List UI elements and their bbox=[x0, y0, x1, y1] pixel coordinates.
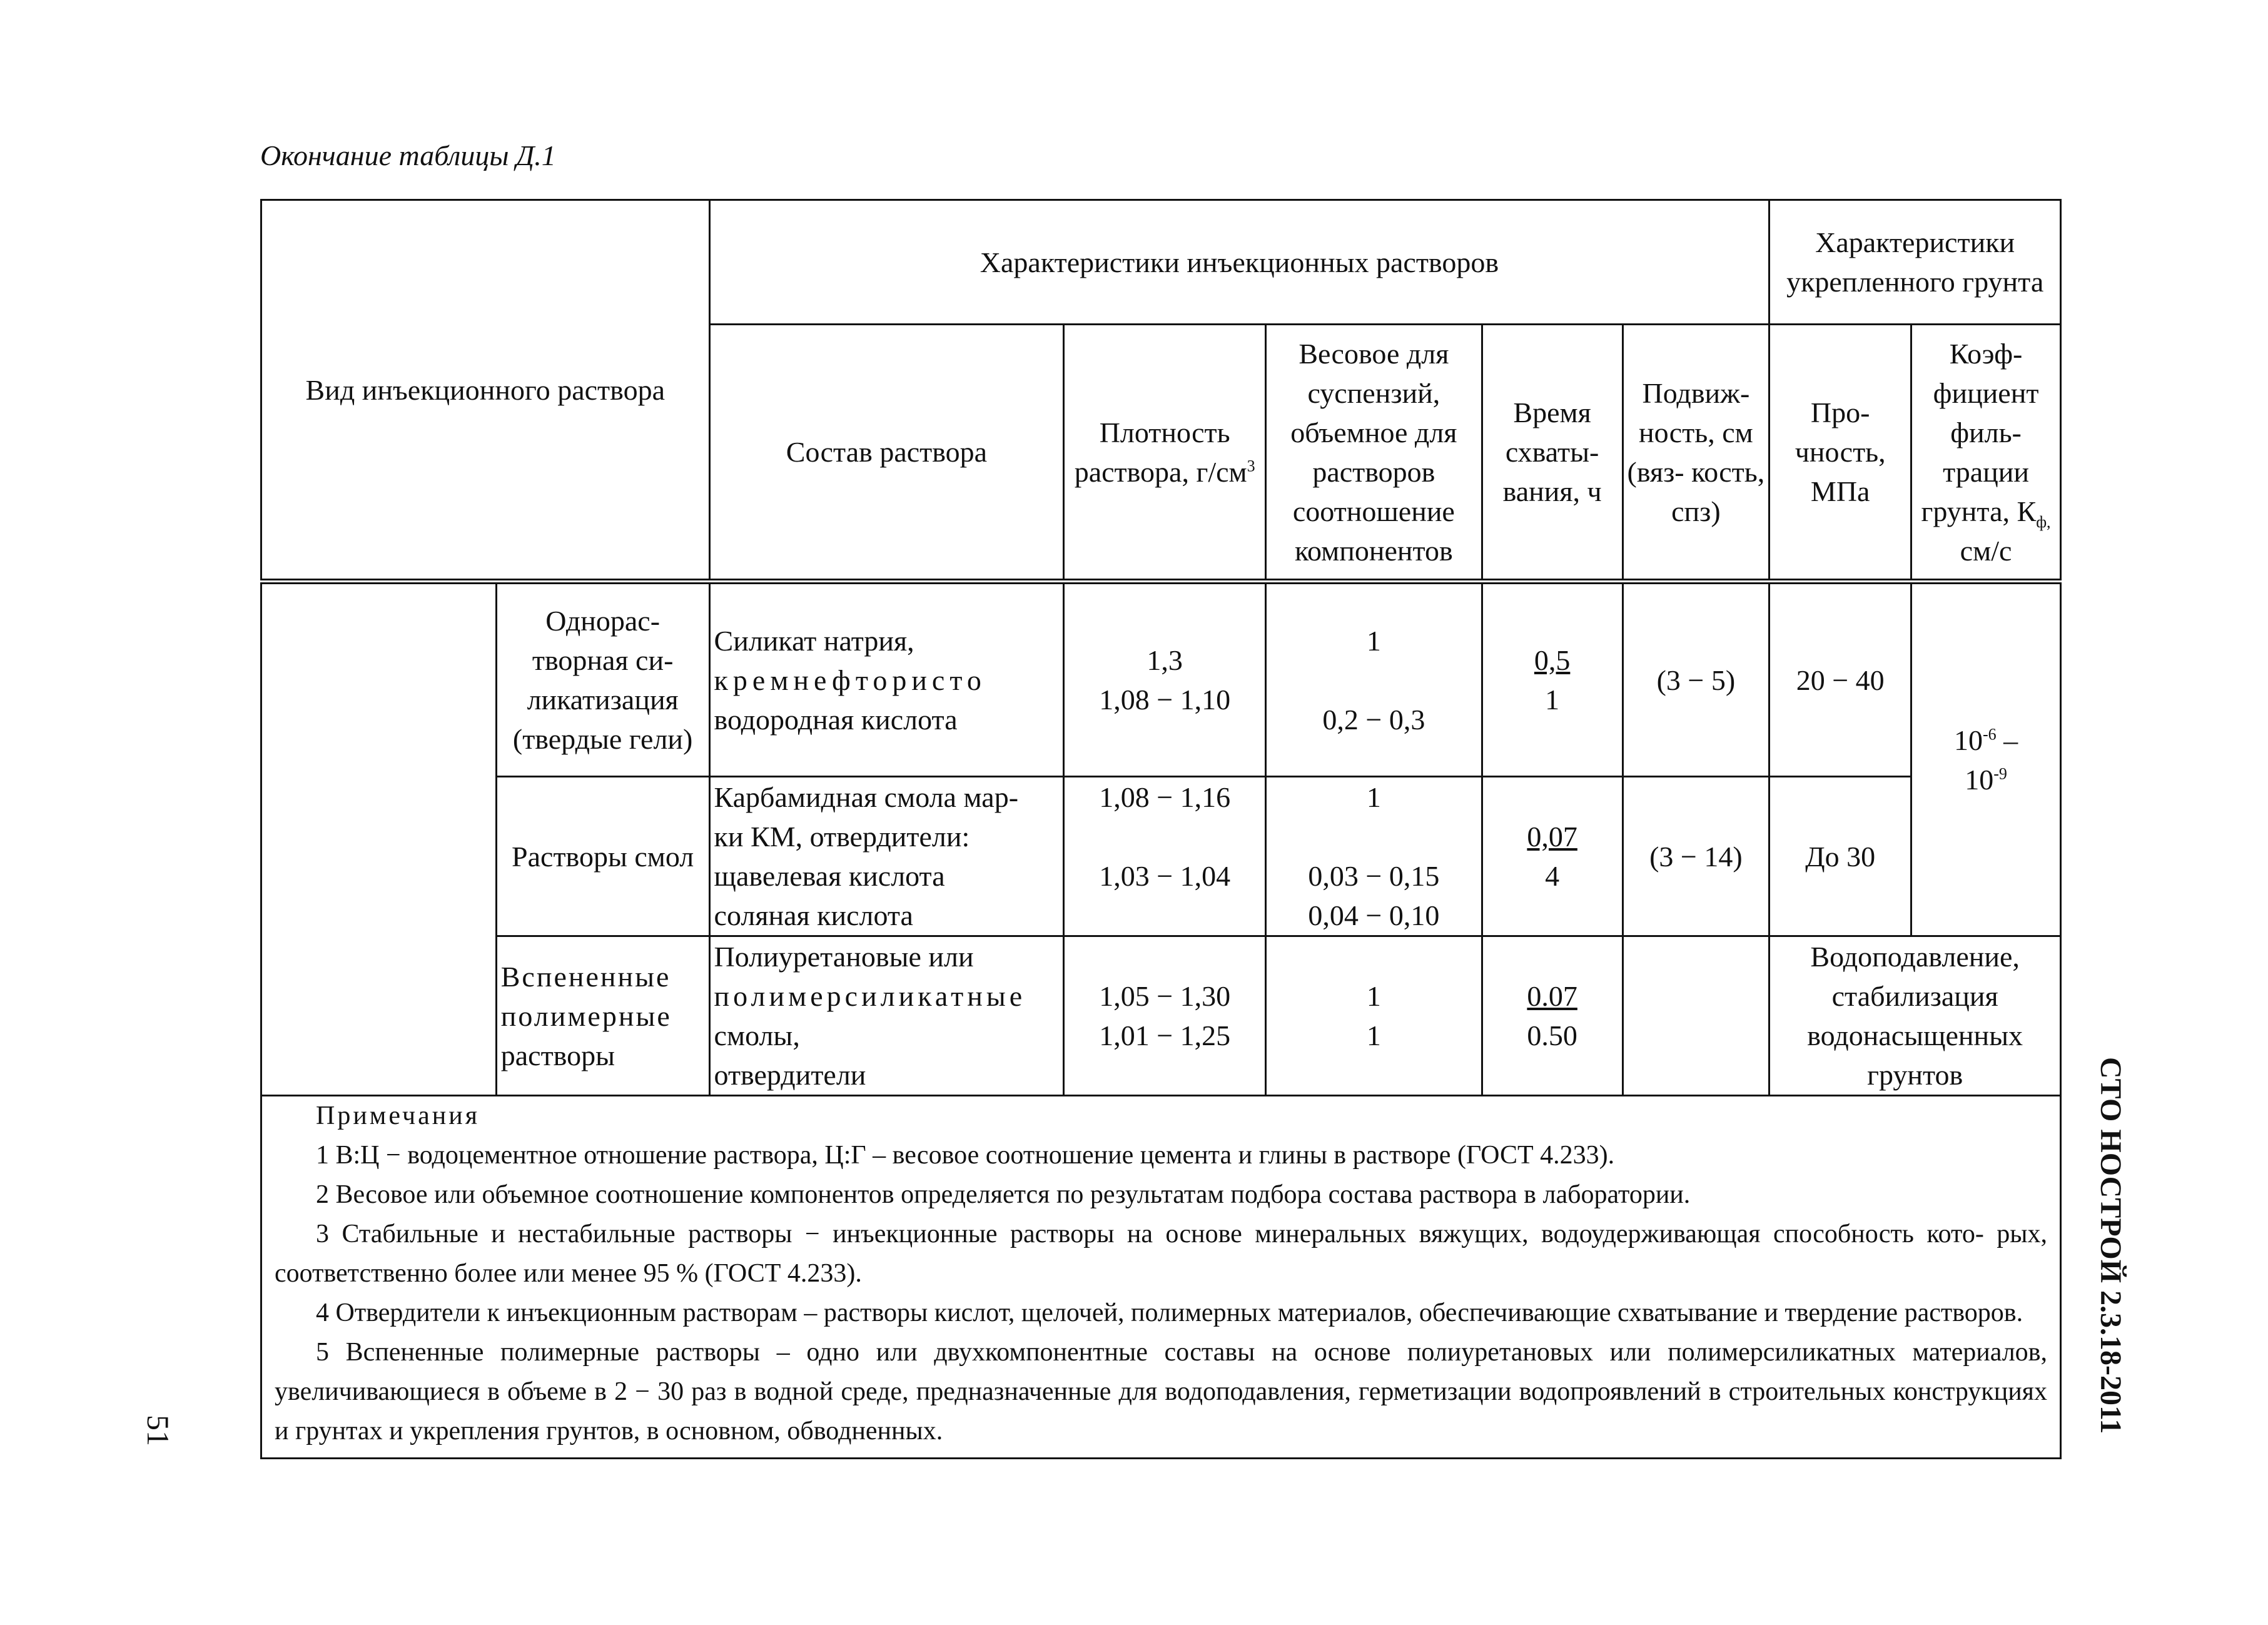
note-item: 3 Стабильные и нестабильные растворы − инъекционные растворы на основе минеральных вяжущих, водоудерживающая способность кото- рых, соответственно более или менее 95 % (ГОСТ 4.233). bbox=[275, 1220, 2047, 1288]
row-ratio: 1 1 bbox=[1265, 936, 1482, 1096]
table-row bbox=[261, 777, 2061, 936]
row-type: Вспененные полимерные растворы bbox=[496, 936, 709, 1096]
row-ratio: 1 0,03 − 0,15 0,04 − 0,10 bbox=[1265, 777, 1482, 936]
header-density: Плотность раствора, $г/см^3$ bbox=[1064, 325, 1266, 582]
note-item: 5 Вспененные полимерные растворы – одно или двухкомпонентные составы на основе полиуретановых или полимерсиликатных материалов, увеличивающиеся в объеме в 2 − 30 раз в водной среде, предназначенные для водоподавления, герметизации водопроявлений в строительных конструкциях и грунтах и укрепления грунтов, в основном, обводненных. bbox=[275, 1338, 2047, 1445]
page-number: 51 bbox=[141, 1415, 176, 1446]
table-caption: Окончание таблицы Д.1 bbox=[260, 139, 556, 171]
row-soil-effect: Водоподавление, стабилизация водонасыщенных грунтов bbox=[1769, 936, 2061, 1096]
row-setting-time: $\frac{0,07}{4}$ bbox=[1482, 777, 1623, 936]
row-type: Однорас- творная си- ликатизация (твердые гели) bbox=[496, 582, 709, 777]
note-item: 1 В:Ц − водоцементное отношение раствора, Ц:Г – весовое соотношение цемента и глины в растворе (ГОСТ 4.233). bbox=[316, 1141, 1615, 1170]
group-cell-empty bbox=[261, 582, 497, 1096]
row-mobility bbox=[1623, 936, 1769, 1096]
row-mobility: (3 − 5) bbox=[1623, 582, 1769, 777]
row-type: Растворы смол bbox=[496, 777, 709, 936]
header-ratio: Весовое для суспензий, объемное для растворов соотношение компонентов bbox=[1265, 325, 1482, 582]
note-item: 4 Отвердители к инъекционным растворам – растворы кислот, щелочей, полимерных материалов, обеспечивающие схватывание и твердение растворов. bbox=[316, 1298, 2023, 1327]
row-mobility: (3 − 14) bbox=[1623, 777, 1769, 936]
notes-block bbox=[261, 1096, 2061, 1459]
table-row bbox=[261, 936, 2061, 1096]
row-density: 1,08 − 1,16 1,03 − 1,04 bbox=[1064, 777, 1266, 936]
notes-title: Примечания bbox=[316, 1101, 480, 1130]
header-composition: Состав раствора bbox=[709, 325, 1064, 582]
standard-code: СТО НОСТРОЙ 2.3.18-2011 bbox=[2094, 1057, 2127, 1434]
row-composition: Карбамидная смола мар- ки КМ, отвердители: щавелевая кислота соляная кислота bbox=[709, 777, 1064, 936]
row-setting-time: $\frac{0,5}{1}$ bbox=[1482, 582, 1623, 777]
row-density: 1,3 1,08 − 1,10 bbox=[1064, 582, 1266, 777]
row-composition: Полиуретановые или полимерсиликатные смолы, отвердители bbox=[709, 936, 1064, 1096]
row-ratio: 1 0,2 − 0,3 bbox=[1265, 582, 1482, 777]
row-strength: 20 − 40 bbox=[1769, 582, 1911, 777]
header-strength: Про- чность, МПа bbox=[1769, 325, 1911, 582]
header-solution-props: Характеристики инъекционных растворов bbox=[709, 200, 1769, 325]
filtration-coefficient: $10^{-6}$ – $10^{-9}$ bbox=[1911, 582, 2061, 936]
header-soil-props: Характеристики укрепленного грунта bbox=[1769, 200, 2061, 325]
injection-solutions-table bbox=[260, 199, 2062, 1459]
row-strength: До 30 bbox=[1769, 777, 1911, 936]
table-row bbox=[261, 582, 2061, 777]
row-density: 1,05 − 1,30 1,01 − 1,25 bbox=[1064, 936, 1266, 1096]
header-mobility: Подвиж- ность, см (вяз- кость, спз) bbox=[1623, 325, 1769, 582]
row-composition: Силикат натрия, кремнефтористо водородная кислота bbox=[709, 582, 1064, 777]
header-type: Вид инъекционного раствора bbox=[261, 200, 710, 582]
header-filtration: Коэф- фициент филь- трации грунта, $К_{ф,}$ см/с bbox=[1911, 325, 2061, 582]
row-setting-time: $\frac{0.07}{0.50}$ bbox=[1482, 936, 1623, 1096]
header-setting-time: Время схваты- вания, ч bbox=[1482, 325, 1623, 582]
note-item: 2 Весовое или объемное соотношение компонентов определяется по результатам подбора состава раствора в лаборатории. bbox=[316, 1180, 1691, 1209]
